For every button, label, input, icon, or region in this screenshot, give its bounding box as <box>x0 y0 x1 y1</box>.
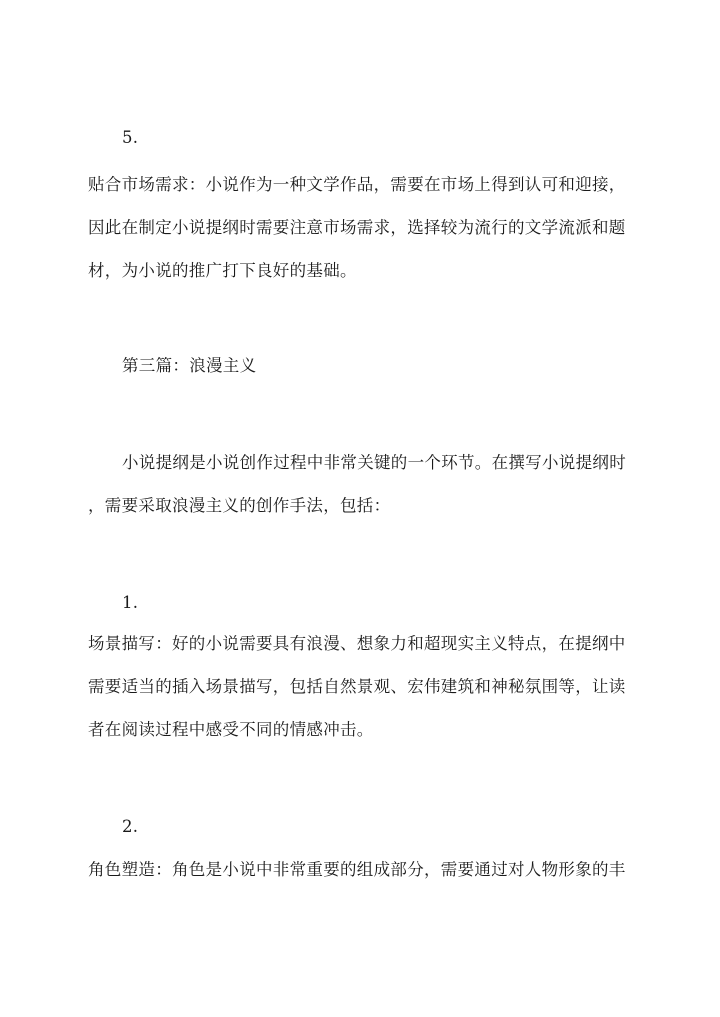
item-2-text-line: 角色塑造：角色是小说中非常重要的组成部分，需要通过对人物形象的丰 <box>88 860 626 879</box>
item-5-text-line: 因此在制定小说提纲时需要注意市场需求，选择较为流行的文学流派和题 <box>88 218 626 237</box>
item-1-text-line: 场景描写：好的小说需要具有浪漫、想象力和超现实主义特点，在提纲中 <box>88 634 626 653</box>
item-1-text-line: 需要适当的插入场景描写，包括自然景观、宏伟建筑和神秘氛围等，让读 <box>88 677 626 696</box>
item-2-number: 2. <box>122 817 139 836</box>
item-1-number: 1. <box>122 593 139 612</box>
item-1-text-line: 者在阅读过程中感受不同的情感冲击。 <box>88 720 374 739</box>
item-5-text-line: 贴合市场需求：小说作为一种文学作品，需要在市场上得到认可和迎接， <box>88 175 626 194</box>
item-5-number: 5. <box>122 128 139 147</box>
intro-paragraph-line: ，需要采取浪漫主义的创作手法，包括： <box>88 496 391 515</box>
item-5-text-line: 材，为小说的推广打下良好的基础。 <box>88 261 357 280</box>
section-heading: 第三篇：浪漫主义 <box>122 356 257 375</box>
intro-paragraph-line: 小说提纲是小说创作过程中非常关键的一个环节。在撰写小说提纲时 <box>122 453 626 472</box>
